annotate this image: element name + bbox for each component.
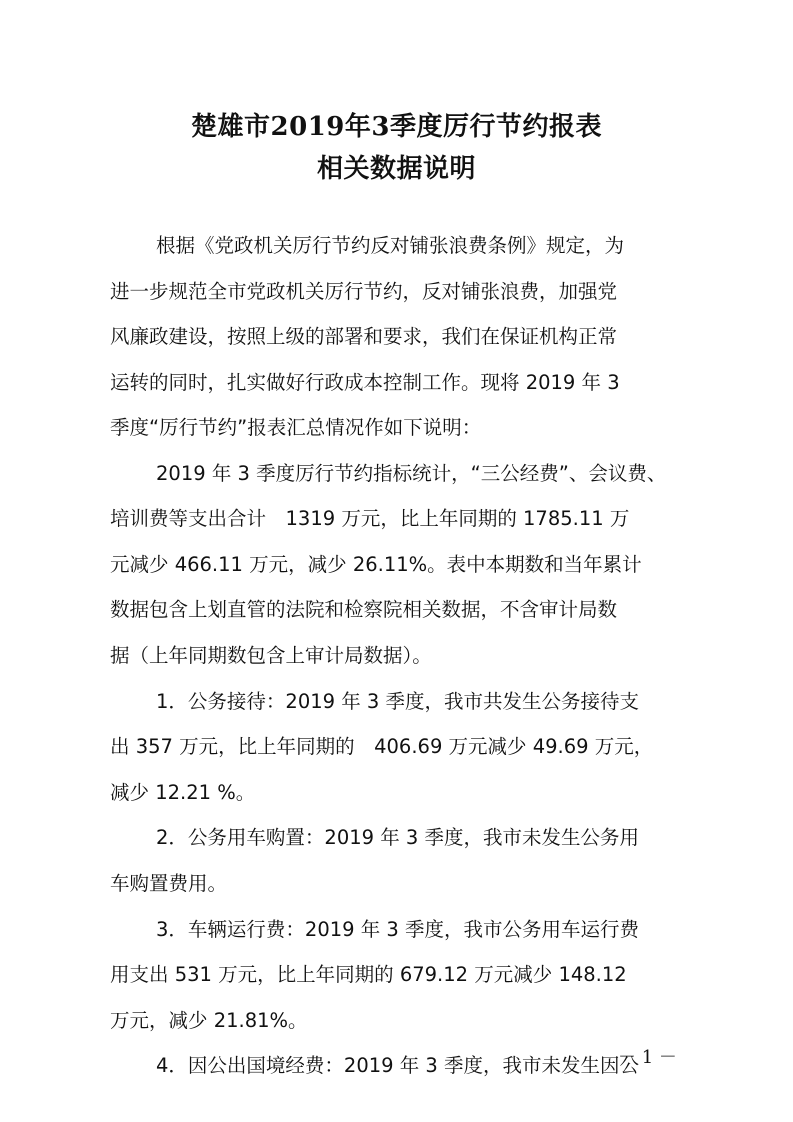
paragraph-line: 据（上年同期数包含上审计局数据）。 (110, 644, 432, 667)
paragraph-line: 培训费等支出合计 1319 万元，比上年同期的 1785.11 万 (110, 507, 630, 530)
paragraph-line: 进一步规范全市党政机关厉行节约，反对铺张浪费，加强党 (110, 280, 618, 303)
paragraph-line: 运转的同时，扎实做好行政成本控制工作。现将 2019 年 3 (110, 371, 620, 394)
paragraph-line: 3．车辆运行费：2019 年 3 季度，我市公务用车运行费 (156, 918, 640, 941)
paragraph-line: 季度“厉行节约”报表汇总情况作如下说明： (110, 416, 482, 439)
document-title-line-1: 楚雄市2019年3季度厉行节约报表 (191, 112, 602, 142)
document-title-line-2: 相关数据说明 (316, 154, 476, 184)
paragraph-line: 2019 年 3 季度厉行节约指标统计，“三公经费”、会议费、 (156, 462, 667, 485)
paragraph-line: 1．公务接待：2019 年 3 季度，我市共发生公务接待支 (156, 690, 640, 713)
paragraph-line: 元减少 466.11 万元，减少 26.11%。表中本期数和当年累计 (110, 553, 642, 576)
page-number: － 1 － (618, 1047, 677, 1068)
paragraph-line: 万元，减少 21.81%。 (110, 1009, 308, 1032)
paragraph-line: 根据《党政机关厉行节约反对铺张浪费条例》规定，为 (156, 234, 625, 257)
paragraph-line: 2．公务用车购置：2019 年 3 季度，我市未发生公务用 (156, 826, 640, 849)
paragraph-line: 车购置费用。 (110, 872, 228, 895)
paragraph-line: 用支出 531 万元，比上年同期的 679.12 万元减少 148.12 (110, 963, 627, 986)
paragraph-line: 减少 12.21 %。 (110, 781, 256, 804)
paragraph-line: 4．因公出国境经费：2019 年 3 季度，我市未发生因公 (156, 1054, 640, 1077)
paragraph-line: 出 357 万元，比上年同期的 406.69 万元减少 49.69 万元， (110, 735, 654, 758)
paragraph-line: 风廉政建设，按照上级的部署和要求，我们在保证机构正常 (110, 325, 618, 348)
paragraph-line: 数据包含上划直管的法院和检察院相关数据，不含审计局数 (110, 598, 618, 621)
